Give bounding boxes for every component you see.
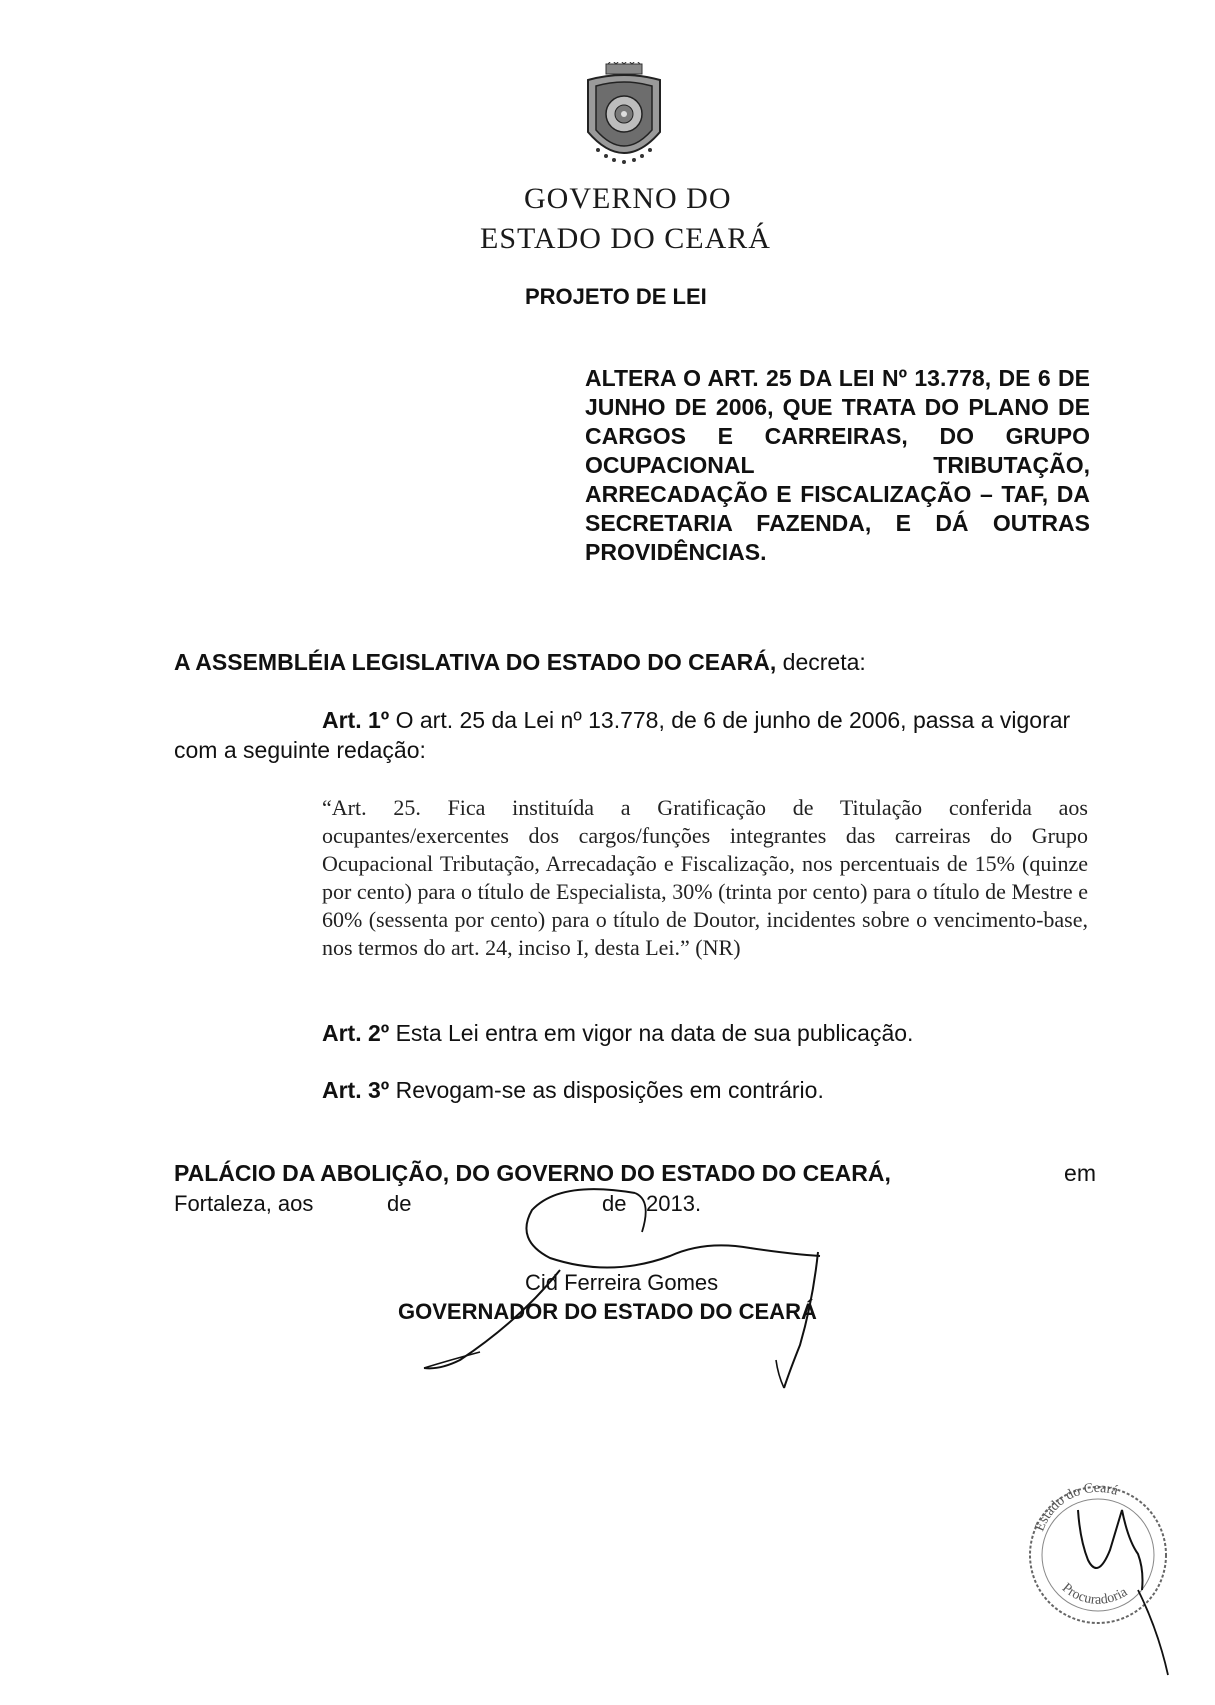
bill-summary: ALTERA O ART. 25 DA LEI Nº 13.778, DE 6 DE JUNHO DE 2006, QUE TRATA DO PLANO DE CARGOS E CARREIRAS, DO GRUPO OCUPACIONAL TRIBUTAÇÃO, ARRECADAÇÃO E FISCALIZAÇÃO – TAF, DA SECRETARIA FAZENDA, E DÁ OUTRAS PROVIDÊNCIAS.	[585, 365, 1090, 565]
preamble-rest: decreta:	[776, 649, 866, 675]
palace-name: PALÁCIO DA ABOLIÇÃO, DO GOVERNO DO ESTADO DO CEARÁ,	[174, 1160, 891, 1186]
date-de-1: de	[387, 1191, 412, 1216]
government-name-line-1: GOVERNO DO	[524, 182, 732, 215]
article-1-quoted-text: “Art. 25. Fica instituída a Gratificação de Titulação conferida aos ocupantes/exercentes dos cargos/funções integrantes das carreiras do Grupo Ocupacional Tributação, Arrecadação e Fiscalização, nos percentuais de 15% (quinze por cento) para o título de Especialista, 30% (trinta por cento) para o título de Mestre e 60% (sessenta por cento) para o título de Doutor, incidentes sobre o vencimento-base, nos termos do art. 24, inciso I, desta Lei.” (NR)	[322, 795, 1088, 960]
article-1-text: O art. 25 da Lei nº 13.778, de 6 de junho de 2006, passa a vigorar com a seguinte redação:	[174, 707, 1071, 763]
signer-role: GOVERNADOR DO ESTADO DO CEARÁ	[398, 1299, 817, 1324]
official-stamp	[1018, 1470, 1178, 1690]
stamp-bottom-text: Procuradoria	[1058, 1580, 1131, 1608]
article-2-label: Art. 2º	[322, 1020, 390, 1046]
date-city: Fortaleza, aos	[174, 1191, 314, 1216]
article-3-label: Art. 3º	[322, 1077, 390, 1103]
article-1	[174, 705, 1089, 765]
stamp-top-text: Estado do Ceará	[1032, 1480, 1120, 1534]
article-2	[322, 1020, 913, 1047]
date-year: 2013.	[646, 1191, 702, 1216]
article-3	[322, 1077, 824, 1104]
preamble-bold: A ASSEMBLÉIA LEGISLATIVA DO ESTADO DO CEARÁ,	[174, 649, 777, 675]
article-1-indent	[174, 707, 322, 733]
coat-of-arms-emblem	[578, 62, 670, 174]
palace-rest: em	[1064, 1160, 1096, 1186]
date-de-2: de	[602, 1191, 627, 1216]
document-type-title: PROJETO DE LEI	[525, 284, 707, 309]
handwritten-signature	[420, 1170, 850, 1400]
preamble	[174, 649, 866, 676]
signer-name: Cid Ferreira Gomes	[525, 1270, 719, 1295]
article-1-label: Art. 1º	[322, 707, 390, 733]
article-3-text: Revogam-se as disposições em contrário.	[389, 1077, 824, 1103]
article-2-text: Esta Lei entra em vigor na data de sua publicação.	[389, 1020, 914, 1046]
government-name-line-2: ESTADO DO CEARÁ	[480, 222, 771, 255]
